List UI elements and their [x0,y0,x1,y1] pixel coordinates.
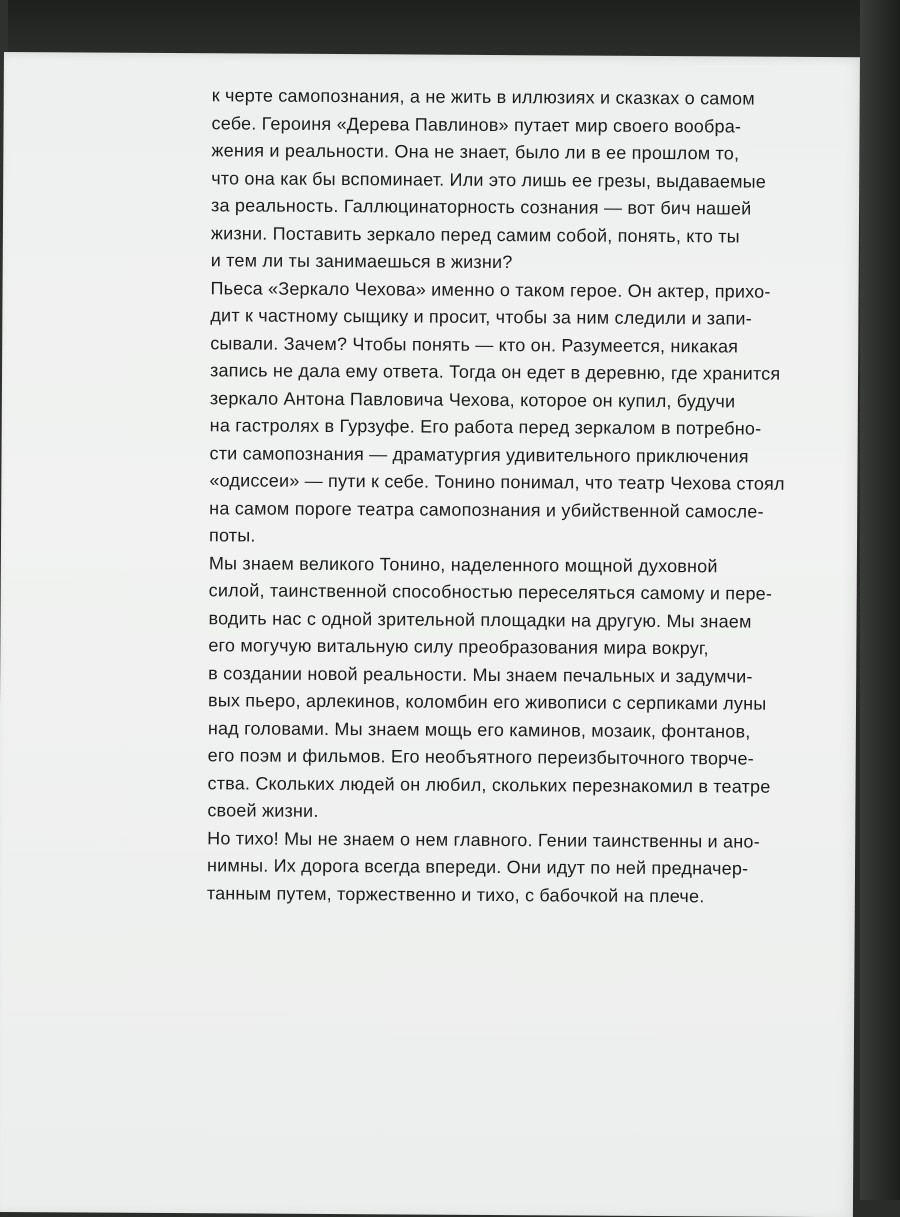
text-line: его могучую витальную силу преобразования мира вокруг, [208,635,709,659]
text-line: сывали. Зачем? Чтобы понять — кто он. Разумеется, никакая [210,332,739,356]
page-text [207,82,842,911]
text-line: поты. [208,525,256,546]
text-line: вых пьеро, арлекинов, коломбин его живописи с серпиками луны [207,690,767,714]
text-line: «одиссеи» — пути к себе. Тонино понимал, что театр Чехова стоял [209,470,785,494]
text-line: над головами. Мы знаем мощь его каминов, мозаик, фонтанов, [207,717,751,742]
text-line: зеркало Антона Павловича Чехова, которое он купил, будучи [209,387,736,411]
book-page [0,52,860,1217]
text-line: себе. Героиня «Дерева Павлинов» путает мир своего вообра- [211,112,742,137]
photo-backdrop-right [860,0,900,1200]
text-line: к черте самопознания, а не жить в иллюзиях и сказках о самом [211,85,755,109]
text-line: своей жизни. [207,800,319,821]
text-line: Мы знаем великого Тонино, наделенного мощной духовной [208,552,718,576]
text-line: жизни. Поставить зеркало перед самим собой, понять, кто ты [210,222,740,246]
text-line: танным путем, торжественно и тихо, с бабочкой на плече. [206,882,705,906]
text-line: его поэм и фильмов. Его необъятного переизбыточного творче- [207,745,754,769]
text-line: водить нас с одной зрительной площадки на другую. Мы знаем [208,607,752,632]
text-line: за реальность. Галлюцинаторность сознания — вот бич нашей [211,195,752,219]
photo-backdrop-top [0,0,900,60]
text-line: нимны. Их дорога всегда впереди. Они идут по ней предначер- [206,855,749,879]
text-line: запись не дала ему ответа. Тогда он едет в деревню, где хранится [209,360,781,384]
text-line: что она как бы вспоминает. Или это лишь ее грезы, выдаваемые [211,167,767,192]
text-line: на гастролях в Гурзуфе. Его работа перед зеркалом в потребно- [209,415,762,439]
text-line: сти самопознания — драматургия удивительного приключения [209,442,749,467]
text-line: ства. Скольких людей он любил, скольких перезнакомил в театре [207,772,771,797]
text-line: и тем ли ты занимаешься в жизни? [210,250,513,273]
text-line: Пьеса «Зеркало Чехова» именно о таком герое. Он актер, прихо- [210,277,771,302]
text-line: на самом пороге театра самопознания и убийственной самосле- [209,497,764,522]
text-line: в создании новой реальности. Мы знаем печальных и задумчи- [208,662,753,687]
text-line: жения и реальности. Она не знает, было ли в ее прошлом то, [211,140,740,164]
text-line: дит к частному сыщику и просит, чтобы за ним следили и запи- [210,305,752,329]
text-line: Но тихо! Мы не знаем о нем главного. Гении таинственны и ано- [207,827,760,852]
text-line: силой, таинственной способностью переселяться самому и пере- [208,580,773,604]
